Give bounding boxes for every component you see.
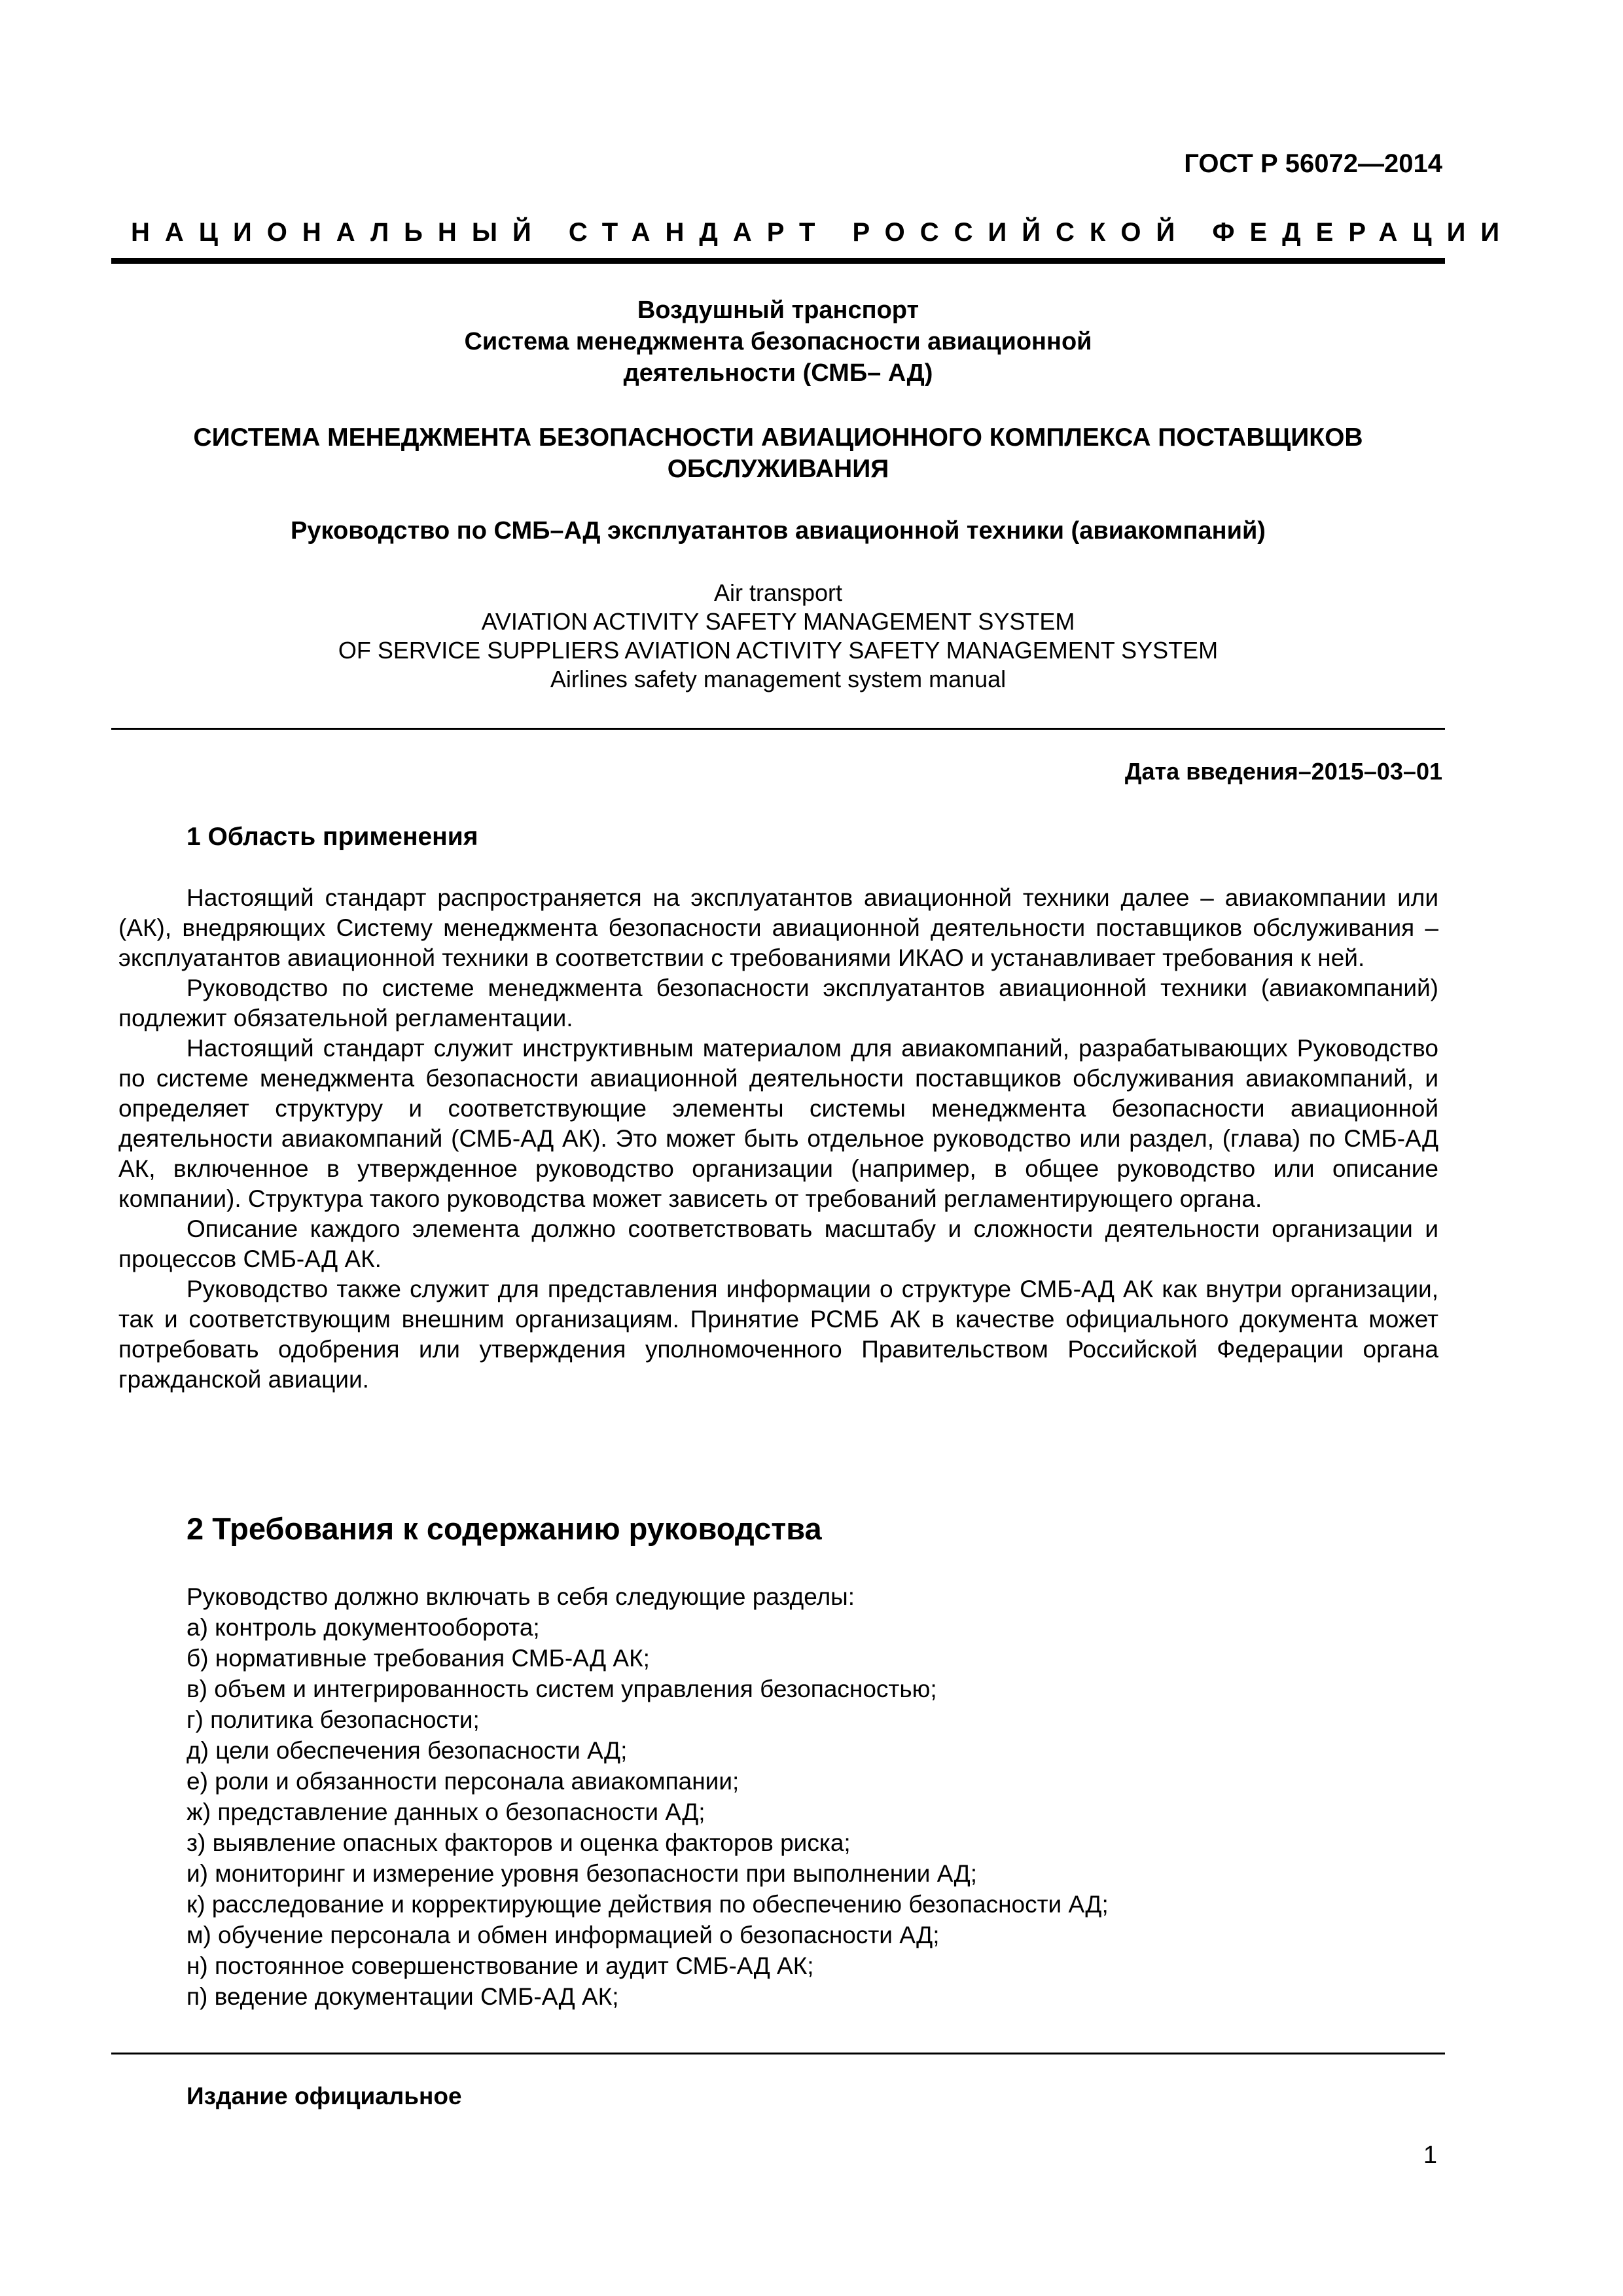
list-item: г) политика безопасности; [187, 1706, 480, 1733]
title-line-2: Система менеджмента безопасности авиационной [464, 328, 1092, 355]
paragraph: Руководство по системе менеджмента безопасности эксплуатантов авиационной техники (авиакомпаний) подлежит обязательной регламентации. [118, 975, 1438, 1031]
title-en-line-3: OF SERVICE SUPPLIERS AVIATION ACTIVITY SAFETY MANAGEMENT SYSTEM [338, 637, 1219, 664]
list-item: е) роли и обязанности персонала авиакомпании; [187, 1768, 740, 1795]
title-en-line-2: AVIATION ACTIVITY SAFETY MANAGEMENT SYSTEM [481, 608, 1075, 635]
national-standard-banner: НАЦИОНАЛЬНЫЙ СТАНДАРТ РОССИЙСКОЙ ФЕДЕРАЦИИ [131, 218, 1515, 247]
list-item: в) объем и интегрированность систем управления безопасностью; [187, 1676, 937, 1702]
title-line-1: Воздушный транспорт [637, 296, 919, 324]
list-intro: Руководство должно включать в себя следующие разделы: [187, 1583, 855, 1610]
list-item: б) нормативные требования СМБ-АД АК; [187, 1645, 650, 1672]
section-2-list [187, 1581, 1109, 2012]
section-2-heading: 2 Требования к содержанию руководства [187, 1511, 822, 1546]
section-1-heading: 1 Область применения [187, 823, 478, 851]
page-number: 1 [1423, 2142, 1437, 2169]
list-item: н) постоянное совершенствование и аудит СМБ-АД АК; [187, 1952, 814, 1979]
list-item: ж) представление данных о безопасности АД; [187, 1799, 705, 1825]
title-caps [111, 422, 1445, 485]
gost-code: ГОСТ Р 56072—2014 [1184, 149, 1442, 178]
header-rule [111, 258, 1445, 264]
title-caps-line-1: СИСТЕМА МЕНЕДЖМЕНТА БЕЗОПАСНОСТИ АВИАЦИОННОГО КОМПЛЕКСА ПОСТАВЩИКОВ [193, 423, 1363, 452]
title-en-line-1: Air transport [713, 579, 843, 606]
section-1-body [118, 883, 1438, 1395]
title-russian [111, 295, 1445, 389]
intro-date: Дата введения–2015–03–01 [1124, 758, 1442, 785]
list-item: а) контроль документооборота; [187, 1614, 540, 1641]
title-en-line-4: Airlines safety management system manual [550, 666, 1007, 692]
edition-label: Издание официальное [187, 2083, 462, 2109]
list-item: з) выявление опасных факторов и оценка факторов риска; [187, 1829, 851, 1856]
title-caps-line-2: ОБСЛУЖИВАНИЯ [667, 455, 889, 483]
list-item: к) расследование и корректирующие действия по обеспечению безопасности АД; [187, 1891, 1109, 1918]
title-guide: Руководство по СМБ–АД эксплуатантов авиационной техники (авиакомпаний) [291, 517, 1266, 545]
title-english [111, 579, 1445, 694]
title-line-3: деятельности (СМБ– АД) [623, 359, 933, 387]
paragraph: Описание каждого элемента должно соответствовать масштабу и сложности деятельности организации и процессов СМБ-АД АК. [118, 1215, 1438, 1272]
list-item: и) мониторинг и измерение уровня безопасности при выполнении АД; [187, 1860, 977, 1887]
footer-rule [111, 2053, 1445, 2054]
paragraph: Настоящий стандарт распространяется на эксплуатантов авиационной техники далее – авиакомпании или (АК), внедряющих Систему менеджмента безопасности авиационной деятельности поставщиков обслуживания – эксплуатантов авиационной техники в соответствии с требованиями ИКАО и устанавливает требования к ней. [118, 884, 1438, 971]
title-rule [111, 728, 1445, 730]
paragraph: Руководство также служит для представления информации о структуре СМБ-АД АК как внутри организации, так и соответствующим внешним организациям. Принятие РСМБ АК в качестве официального документа может потребовать одобрения или утверждения уполномоченного Правительством Российской Федерации органа гражданской авиации. [118, 1276, 1438, 1393]
list-item: п) ведение документации СМБ-АД АК; [187, 1983, 619, 2010]
paragraph: Настоящий стандарт служит инструктивным материалом для авиакомпаний, разрабатывающих Руководство по системе менеджмента безопасности авиационной деятельности поставщиков обслуживания авиакомпаний, и определяет структуру и соответствующие элементы системы менеджмента безопасности авиационной деятельности авиакомпаний (СМБ-АД АК). Это может быть отдельное руководство или раздел, (глава) по СМБ-АД АК, включенное в утвержденное руководство организации (например, в общее руководство или описание компании). Структура такого руководства может зависеть от требований регламентирующего органа. [118, 1035, 1438, 1212]
list-item: м) обучение персонала и обмен информацией о безопасности АД; [187, 1922, 940, 1948]
list-item: д) цели обеспечения безопасности АД; [187, 1737, 628, 1764]
